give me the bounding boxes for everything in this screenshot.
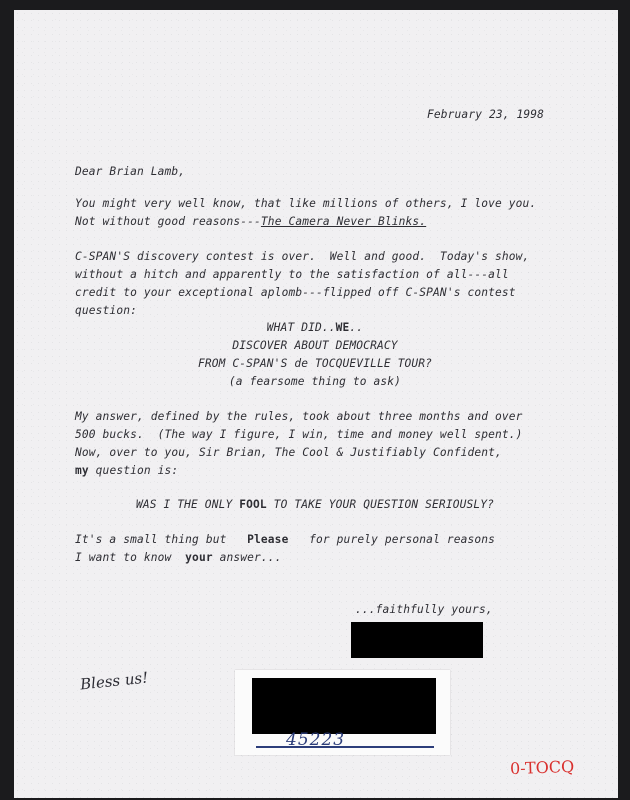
paragraph-2-line-3: credit to your exceptional aplomb---flipped off C-SPAN's contest <box>75 286 516 299</box>
emphasis-please: Please <box>247 533 289 546</box>
fool-question <box>0 497 630 513</box>
paragraph-3-line-3: Now, over to you, Sir Brian, The Cool & Justifiably Confident, <box>75 446 502 459</box>
paragraph-3-line-4-text: question is: <box>88 464 179 477</box>
question-text-pre: WHAT DID.. <box>266 321 336 334</box>
address-redaction <box>252 678 436 734</box>
contest-question-line-1 <box>0 320 630 336</box>
paragraph-2-line-2: without a hitch and apparently to the satisfaction of all---all <box>75 268 509 281</box>
fool-question-post: TO TAKE YOUR QUESTION SERIOUSLY? <box>266 498 495 511</box>
handwritten-number: 45223 <box>286 730 346 750</box>
paragraph-1-line-1: You might very well know, that like millions of others, I love you. <box>75 197 537 210</box>
contest-question-line-4: (a fearsome thing to ask) <box>228 375 402 388</box>
handwritten-bless-us: Bless us! <box>79 668 150 694</box>
paragraph-5-line-1 <box>75 532 495 548</box>
paragraph-5-line-2-pre: I want to know <box>75 551 186 564</box>
fool-question-bold: FOOL <box>239 498 267 511</box>
question-text-bold: WE <box>335 321 350 334</box>
paragraph-1-line-2-text: Not without good reasons--- <box>75 215 261 228</box>
paragraph-5-line-2 <box>75 550 282 566</box>
paragraph-2-line-1: C-SPAN'S discovery contest is over. Well and good. Today's show, <box>75 250 530 263</box>
emphasis-my: my <box>75 464 89 477</box>
paragraph-1-line-2 <box>75 214 426 230</box>
letter-date: February 23, 1998 <box>427 108 545 121</box>
paragraph-3-line-2: 500 bucks. (The way I figure, I win, time and money well spent.) <box>75 428 523 441</box>
question-text-post: .. <box>349 321 364 334</box>
paragraph-2-line-4: question: <box>75 304 137 317</box>
fool-question-pre: WAS I THE ONLY <box>135 498 240 511</box>
emphasis-your: your <box>185 551 213 564</box>
salutation: Dear Brian Lamb, <box>75 165 186 178</box>
book-title: The Camera Never Blinks. <box>260 215 427 228</box>
paragraph-3-line-1: My answer, defined by the rules, took about three months and over <box>75 410 523 423</box>
signature-redaction <box>351 622 483 658</box>
paragraph-5-line-2-post: answer... <box>212 551 282 564</box>
closing: ...faithfully yours, <box>355 603 493 616</box>
paragraph-5-line-1-post: for purely personal reasons <box>288 533 496 546</box>
contest-question-line-2: DISCOVER ABOUT DEMOCRACY <box>232 339 398 352</box>
contest-question-line-3: FROM C-SPAN'S de TOCQUEVILLE TOUR? <box>197 357 433 370</box>
red-file-stamp: 0-TOCQ <box>509 756 575 779</box>
paragraph-3-line-4 <box>75 463 178 479</box>
paragraph-5-line-1-pre: It's a small thing but <box>75 533 248 546</box>
